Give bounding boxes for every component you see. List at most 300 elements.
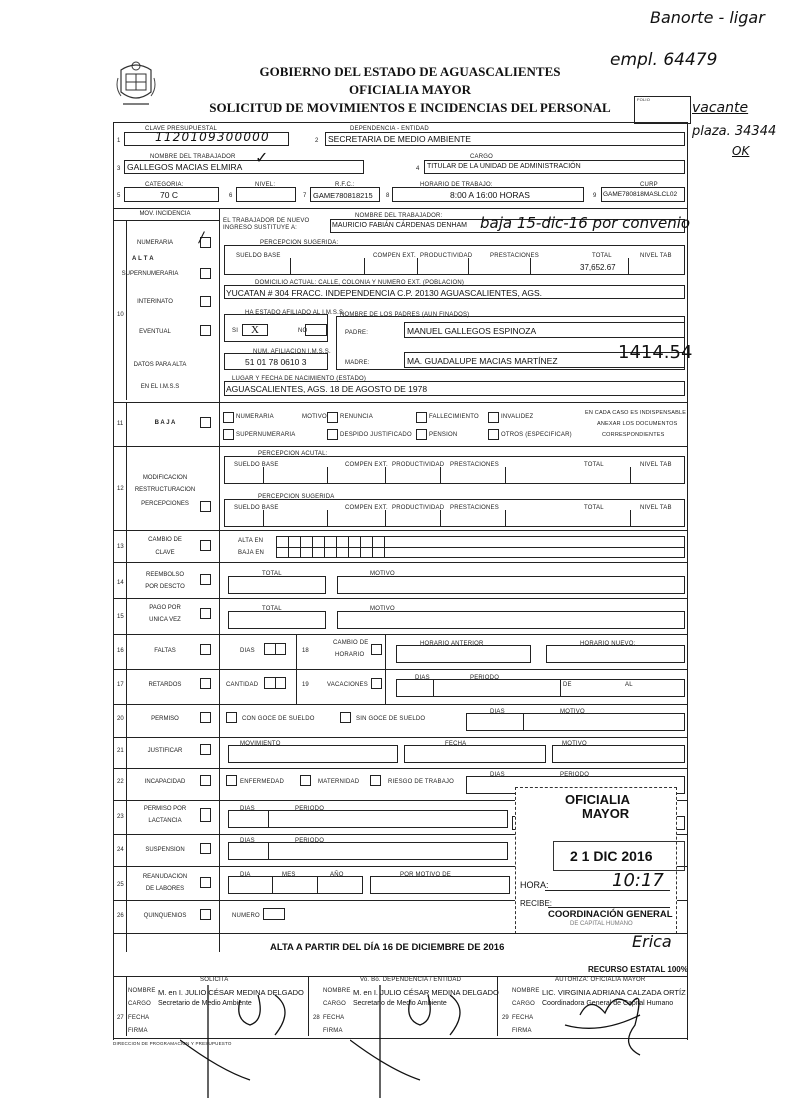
dia-label: DIA xyxy=(240,872,251,878)
stamp-hora-label: HORA: xyxy=(520,880,549,890)
domicilio-label: DOMICILIO ACTUAL: CALLE, COLONIA Y NUMERO EXT. (POBLACION) xyxy=(255,280,465,286)
divider xyxy=(630,467,631,484)
divider xyxy=(290,258,291,275)
divider xyxy=(523,713,524,731)
divider xyxy=(113,220,220,221)
divider xyxy=(113,933,688,934)
percepcion-sugerida-label: PERCEPCION SUGERIDA xyxy=(258,494,335,500)
autoriza-header: AUTORIZA: OFICIALIA MAYOR xyxy=(555,977,646,983)
divider xyxy=(113,634,688,635)
nombre-label: NOMBRE xyxy=(128,988,156,994)
baja-numeraria-label: NUMERARIA xyxy=(236,414,274,420)
alta-en-label: ALTA EN xyxy=(238,538,264,544)
supernumeraria-label: SUPERNUMERARIA xyxy=(121,271,179,277)
lactancia-label: PERMISO POR xyxy=(143,806,187,812)
baja-checkbox[interactable] xyxy=(200,417,211,428)
divider xyxy=(268,810,269,828)
nivel-tab-label: NIVEL TAB xyxy=(640,253,672,259)
divider xyxy=(113,737,688,738)
cargo-value: TITULAR DE LA UNIDAD DE ADMINISTRACIÓN xyxy=(427,163,581,170)
no-checkbox[interactable] xyxy=(305,324,327,336)
sustituye-name-label: NOMBRE DEL TRABAJADOR: xyxy=(355,213,443,219)
cantidad-label: CANTIDAD xyxy=(226,682,259,688)
nombre-label: NOMBRE xyxy=(323,988,351,994)
divider xyxy=(268,842,269,860)
periodo-label: PERIODO xyxy=(560,772,590,778)
cambio-clave-checkbox[interactable] xyxy=(200,540,211,551)
row-number: 16 xyxy=(117,648,124,654)
vacaciones-checkbox[interactable] xyxy=(371,678,382,689)
reanudacion-checkbox[interactable] xyxy=(200,877,211,888)
divider xyxy=(263,510,264,527)
afiliacion-value: 51 01 78 0610 3 xyxy=(245,357,307,367)
row-number: 20 xyxy=(117,716,124,722)
horario-value: 8:00 A 16:00 HORAS xyxy=(450,190,530,200)
lactancia-checkbox[interactable] xyxy=(200,808,211,822)
row-number: 26 xyxy=(117,913,124,919)
quinquenios-checkbox[interactable] xyxy=(200,909,211,920)
baja-motivo-label: MOTIVO xyxy=(302,414,327,420)
total-label: TOTAL xyxy=(262,606,282,612)
otros-checkbox[interactable] xyxy=(488,429,499,440)
periodo-label: PERIODO xyxy=(295,806,325,812)
check-mark-icon: / xyxy=(199,230,204,246)
modificacion-checkbox[interactable] xyxy=(200,501,211,512)
firma-label: FIRMA xyxy=(512,1028,532,1034)
maternidad-label: MATERNIDAD xyxy=(318,779,360,785)
domicilio-value: YUCATAN # 304 FRACC. INDEPENDENCIA C.P. 20130 AGUASCALIENTES, AGS. xyxy=(226,288,543,298)
nivel-field[interactable] xyxy=(236,187,296,202)
divider xyxy=(560,679,561,697)
total-label: TOTAL xyxy=(584,462,604,468)
incapacidad-label: INCAPACIDAD xyxy=(144,779,186,785)
cargo-label: CARGO xyxy=(470,154,494,160)
si-label: SI xyxy=(232,328,239,334)
retardos-cantidad-field[interactable] xyxy=(264,677,286,689)
curp-label: CURP xyxy=(640,182,658,188)
clave-value: 1120109300000 xyxy=(155,130,270,144)
divider xyxy=(113,530,688,531)
baja-note: ANEXAR LOS DOCUMENTOS xyxy=(597,421,678,427)
supernumeraria-checkbox[interactable] xyxy=(200,268,211,279)
total-value: 37,652.67 xyxy=(580,263,616,272)
baja-numeraria-checkbox[interactable] xyxy=(223,412,234,423)
row-number: 19 xyxy=(302,682,309,688)
baja-supernumeraria-label: SUPERNUMERARIA xyxy=(236,432,296,438)
dias-label: DIAS xyxy=(240,838,255,844)
compen-label: COMPEN EXT. xyxy=(345,462,388,468)
baja-note: EN CADA CASO ES INDISPENSABLE xyxy=(585,410,687,416)
eventual-checkbox[interactable] xyxy=(200,325,211,336)
baja-label: B A J A xyxy=(154,420,176,426)
quinquenios-numero-field[interactable] xyxy=(263,908,285,920)
interinato-checkbox[interactable] xyxy=(200,296,211,307)
vobo-cargo: Secretario de Medio Ambiente xyxy=(353,1000,447,1007)
clave-label: CLAVE PRESUPUESTAL xyxy=(145,126,218,132)
baja-en-label: BAJA EN xyxy=(238,550,265,556)
dependencia-value: SECRETARIA DE MEDIO AMBIENTE xyxy=(328,134,471,144)
row-number: 5 xyxy=(117,193,121,199)
productividad-label: PRODUCTIVIDAD xyxy=(392,462,445,468)
fecha-label: FECHA xyxy=(128,1015,150,1021)
stamp-date: 2 1 DIC 2016 xyxy=(570,848,653,864)
divider xyxy=(317,876,318,894)
clave-digit-grid[interactable] xyxy=(276,536,396,558)
eventual-label: EVENTUAL xyxy=(139,329,171,335)
percepcion-sugerida-table-2[interactable] xyxy=(224,499,685,527)
percepciones-label: PERCEPCIONES xyxy=(141,501,189,507)
handwritten-baja-note: baja 15-dic-16 por convenio xyxy=(480,214,691,232)
divider xyxy=(548,907,670,908)
row-number: 29 xyxy=(502,1015,509,1021)
cargo-label: CARGO xyxy=(512,1001,536,1007)
reembolso-checkbox[interactable] xyxy=(200,574,211,585)
horario-nuevo-label: HORARIO NUEVO: xyxy=(580,641,636,647)
divider xyxy=(468,258,469,275)
row-number: 27 xyxy=(117,1015,124,1021)
productividad-label: PRODUCTIVIDAD xyxy=(392,505,445,511)
check-mark-icon: ✓ xyxy=(255,148,269,167)
cambio-horario-checkbox[interactable] xyxy=(371,644,382,655)
divider xyxy=(113,402,688,403)
divider xyxy=(364,258,365,275)
handwritten-note-banorte: Banorte - ligar xyxy=(650,8,765,27)
modificacion-label: MODIFICACION xyxy=(142,475,188,481)
nombre-label: NOMBRE DEL TRABAJADOR xyxy=(150,154,236,160)
renuncia-label: RENUNCIA xyxy=(340,414,373,420)
sustituye-value: MAURICIO FABIÁN CÁRDENAS DENHAM xyxy=(332,222,467,229)
vacaciones-label: VACACIONES xyxy=(327,682,368,688)
categoria-value: 70 C xyxy=(160,190,178,200)
fecha-label: FECHA xyxy=(512,1015,534,1021)
permiso-label: PERMISO xyxy=(151,716,179,722)
horario-anterior-field[interactable] xyxy=(396,645,531,663)
number-column-divider xyxy=(126,402,127,952)
divider xyxy=(272,876,273,894)
autoriza-nombre: LIC. VIRGINIA ADRIANA CALZADA ORTÍZ xyxy=(542,988,686,997)
maternidad-checkbox[interactable] xyxy=(300,775,311,786)
enfermedad-checkbox[interactable] xyxy=(226,775,237,786)
nivel-tab-label: NIVEL TAB xyxy=(640,462,672,468)
faltas-label: FALTAS xyxy=(154,648,176,654)
mes-label: MES xyxy=(282,872,296,878)
handwritten-employee-number: empl. 64479 xyxy=(610,50,718,70)
enfermedad-label: ENFERMEDAD xyxy=(240,779,285,785)
row-number: 11 xyxy=(117,421,124,427)
fallecimiento-label: FALLECIMIENTO xyxy=(429,414,479,420)
sueldo-base-label: SUELDO BASE xyxy=(234,462,279,468)
row-number: 25 xyxy=(117,882,124,888)
afiliado-label: HA ESTADO AFILIADO AL I.M.S.S. xyxy=(245,310,346,316)
divider xyxy=(327,467,328,484)
de-label: DE xyxy=(563,682,572,688)
divider xyxy=(126,220,127,400)
row-number: 22 xyxy=(117,779,124,785)
row-number: 12 xyxy=(117,486,124,492)
padre-label: PADRE: xyxy=(345,330,369,336)
con-goce-checkbox[interactable] xyxy=(226,712,237,723)
row-number: 8 xyxy=(386,193,390,199)
madre-value: MA. GUADALUPE MACIAS MARTÍNEZ xyxy=(407,356,558,366)
government-title: GOBIERNO DEL ESTADO DE AGUASCALIENTES xyxy=(259,64,561,79)
divider xyxy=(497,976,498,1036)
row-number: 15 xyxy=(117,614,124,620)
cargo-label: CARGO xyxy=(323,1001,347,1007)
divider xyxy=(113,562,688,563)
handwritten-plaza: plaza. 34344 xyxy=(692,124,777,139)
no-label: NO xyxy=(298,328,308,334)
suspension-label: SUSPENSION xyxy=(145,847,185,853)
row-number: 7 xyxy=(303,193,307,199)
prestaciones-label: PRESTACIONES xyxy=(450,505,499,511)
justificar-checkbox[interactable] xyxy=(200,744,211,755)
otros-label: OTROS (ESPECIFICAR) xyxy=(501,432,572,438)
cambio-clave-label: CAMBIO DE xyxy=(148,537,182,543)
reembolso-label: REEMBOLSO xyxy=(145,572,184,578)
solicita-header: SOLICITA xyxy=(200,977,229,983)
datos-imss-label: EN EL I.M.S.S xyxy=(140,384,180,390)
handwritten-vacante: vacante xyxy=(692,100,749,116)
sueldo-base-label: SUELDO BASE xyxy=(236,253,281,259)
alta-label: A L T A xyxy=(132,256,154,262)
divider xyxy=(113,446,688,447)
total-label: TOTAL xyxy=(584,505,604,511)
lugar-label: LUGAR Y FECHA DE NACIMIENTO (ESTADO) xyxy=(232,376,367,382)
baja-note: CORRESPONDIENTES xyxy=(602,432,665,438)
pension-checkbox[interactable] xyxy=(416,429,427,440)
periodo-label: PERIODO xyxy=(295,838,325,844)
nivel-label: NIVEL: xyxy=(255,182,276,188)
sin-goce-checkbox[interactable] xyxy=(340,712,351,723)
numero-label: NUMERO xyxy=(232,913,260,919)
madre-label: MADRE: xyxy=(345,360,370,366)
divider xyxy=(505,467,506,484)
divider xyxy=(505,510,506,527)
prestaciones-label: PRESTACIONES xyxy=(490,253,539,259)
fecha-label: FECHA xyxy=(323,1015,345,1021)
divider xyxy=(263,467,264,484)
con-goce-label: CON GOCE DE SUELDO xyxy=(242,716,315,722)
divider xyxy=(113,598,688,599)
despido-label: DESPIDO JUSTIFICADO xyxy=(340,432,412,438)
fallecimiento-checkbox[interactable] xyxy=(416,412,427,423)
motivo-label: MOTIVO xyxy=(370,606,395,612)
productividad-label: PRODUCTIVIDAD xyxy=(420,253,473,259)
horario-anterior-label: HORARIO ANTERIOR xyxy=(420,641,484,647)
justificar-motivo-field[interactable] xyxy=(552,745,685,763)
cargo-label: CARGO xyxy=(128,1001,152,1007)
divider xyxy=(113,768,688,769)
pago-label-2: UNICA VEZ xyxy=(149,617,181,623)
permiso-checkbox[interactable] xyxy=(200,712,211,723)
frame-right xyxy=(687,122,688,1040)
signature-autoriza xyxy=(560,985,660,1065)
vobo-nombre: M. en I. JULIO CÉSAR MEDINA DELGADO xyxy=(353,988,499,997)
permiso-field[interactable] xyxy=(466,713,685,731)
folio-label: FOLIO xyxy=(637,97,651,102)
divider xyxy=(126,976,127,1036)
handwritten-erica: Erica xyxy=(632,932,672,951)
pago-checkbox[interactable] xyxy=(200,608,211,619)
interinato-label: INTERINATO xyxy=(137,299,173,305)
reembolso-total-field[interactable] xyxy=(228,576,326,594)
faltas-checkbox[interactable] xyxy=(200,644,211,655)
recurso-estatal: RECURSO ESTATAL 100% xyxy=(588,965,688,974)
movimiento-label: MOVIMIENTO xyxy=(240,741,281,747)
nombre-value: GALLEGOS MACIAS ELMIRA xyxy=(127,162,243,172)
reanudacion-label-2: DE LABORES xyxy=(145,886,185,892)
signature-solicita xyxy=(180,980,310,1100)
row-number: 9 xyxy=(593,193,597,199)
por-motivo-label: POR MOTIVO DE xyxy=(400,872,451,878)
form-title: SOLICITUD DE MOVIMIENTOS E INCIDENCIAS DEL PERSONAL xyxy=(209,100,611,115)
anio-label: AÑO xyxy=(330,872,344,878)
renuncia-checkbox[interactable] xyxy=(327,412,338,423)
nombre-label: NOMBRE xyxy=(512,988,540,994)
dependencia-label: DEPENDENCIA - ENTIDAD xyxy=(350,126,429,132)
justificar-fecha-field[interactable] xyxy=(404,745,546,763)
categoria-label: CATEGORIA: xyxy=(145,182,184,188)
total-label: TOTAL xyxy=(592,253,612,259)
row-number: 14 xyxy=(117,580,124,586)
baja-supernumeraria-checkbox[interactable] xyxy=(223,429,234,440)
row-number: 1 xyxy=(117,138,121,144)
numeraria-label: NUMERARIA xyxy=(136,240,173,246)
pago-label: PAGO POR xyxy=(149,605,181,611)
riesgo-label: RIESGO DE TRABAJO xyxy=(388,779,454,785)
invalidez-label: INVALIDEZ xyxy=(501,414,534,420)
sueldo-base-label: SUELDO BASE xyxy=(234,505,279,511)
percepcion-actual-label: PERCEPCION ACUTAL: xyxy=(258,451,328,457)
periodo-label: PERIODO xyxy=(470,675,500,681)
compen-label: COMPEN EXT. xyxy=(373,253,416,259)
frame-top xyxy=(113,122,688,123)
quinquenios-label: QUINQUENIOS xyxy=(143,913,187,919)
divider xyxy=(628,258,629,275)
percepcion-actual-table[interactable] xyxy=(224,456,685,484)
fecha-label: FECHA xyxy=(445,741,467,747)
mov-header: MOV. INCIDENCIA xyxy=(139,211,191,217)
motivo-label: MOTIVO xyxy=(370,571,395,577)
firma-label: FIRMA xyxy=(128,1028,148,1034)
stamp-hora-value: 10:17 xyxy=(612,870,664,891)
cambio-horario-label: CAMBIO DE xyxy=(333,640,369,646)
suspension-field[interactable] xyxy=(228,842,508,860)
vobo-header: Vo. Bo. DEPENDENCIA / ENTIDAD xyxy=(360,977,462,983)
invalidez-checkbox[interactable] xyxy=(488,412,499,423)
rfc-value: GAME780818215 xyxy=(313,191,373,200)
lactancia-field[interactable] xyxy=(228,810,508,828)
despido-checkbox[interactable] xyxy=(327,429,338,440)
padres-label: NOMBRE DE LOS PADRES (AUN FINADOS) xyxy=(340,312,470,318)
alta-fecha: ALTA A PARTIR DEL DÍA 16 DE DICIEMBRE DE 2016 xyxy=(270,942,505,953)
pago-motivo-field[interactable] xyxy=(337,611,685,629)
padre-value: MANUEL GALLEGOS ESPINOZA xyxy=(407,326,537,336)
nivel-tab-label: NIVEL TAB xyxy=(640,505,672,511)
row-number: 17 xyxy=(117,682,124,688)
prestaciones-label: PRESTACIONES xyxy=(450,462,499,468)
incapacidad-checkbox[interactable] xyxy=(200,775,211,786)
handwritten-ok: OK xyxy=(732,144,750,158)
horario-nuevo-field[interactable] xyxy=(546,645,685,663)
divider xyxy=(440,467,441,484)
autoriza-cargo: Coordinadora General de Capital Humano xyxy=(542,1000,674,1007)
column-divider xyxy=(219,208,220,952)
rfc-label: R.F.C.: xyxy=(335,182,355,188)
divider xyxy=(417,258,418,275)
dias-label: DIAS xyxy=(415,675,430,681)
frame-left xyxy=(113,122,114,1040)
riesgo-checkbox[interactable] xyxy=(370,775,381,786)
lactancia-label-2: LACTANCIA xyxy=(148,818,182,824)
row-number: 4 xyxy=(416,166,420,172)
reanudacion-label: REANUDACION xyxy=(142,874,188,880)
divider xyxy=(440,510,441,527)
stamp-coord2: DE CAPITAL HUMANO xyxy=(570,921,633,927)
row-number: 23 xyxy=(117,814,124,820)
retardos-label: RETARDOS xyxy=(148,682,182,688)
reembolso-label-2: POR DESCTO xyxy=(145,584,185,590)
divider xyxy=(327,510,328,527)
suspension-checkbox[interactable] xyxy=(200,843,211,854)
reanudacion-fecha-field[interactable] xyxy=(228,876,363,894)
signature-vobo xyxy=(350,980,480,1100)
divider xyxy=(113,208,688,209)
curp-value: GAME780818MASLCL02 xyxy=(603,191,678,198)
row-number: 6 xyxy=(229,193,233,199)
divider xyxy=(385,467,386,484)
reanudacion-motivo-field[interactable] xyxy=(370,876,510,894)
dias-label: DIAS xyxy=(240,806,255,812)
faltas-dias-field[interactable] xyxy=(264,643,286,655)
sustituye-label: EL TRABAJADOR DE NUEVO INGRESO SUSTITUYE A: xyxy=(223,218,310,231)
divider xyxy=(113,669,688,670)
row-number: 21 xyxy=(117,748,124,754)
restructuracion-label: RESTRUCTURACION xyxy=(134,487,196,493)
dias-label: DIAS xyxy=(490,709,505,715)
row-number: 10 xyxy=(117,312,124,318)
row-number: 28 xyxy=(313,1015,320,1021)
compen-label: COMPEN EXT. xyxy=(345,505,388,511)
justificar-label: JUSTIFICAR xyxy=(147,748,183,754)
afiliacion-label: NUM. AFILIACION I.M.S.S. xyxy=(253,349,331,355)
row-number: 24 xyxy=(117,847,124,853)
divider xyxy=(385,510,386,527)
cambio-clave-label-2: CLAVE xyxy=(155,550,175,556)
office-title: OFICIALIA MAYOR xyxy=(349,82,471,97)
stamp-line2: MAYOR xyxy=(582,806,630,821)
sin-goce-label: SIN GOCE DE SUELDO xyxy=(356,716,426,722)
divider xyxy=(433,679,434,697)
retardos-checkbox[interactable] xyxy=(200,678,211,689)
stamp-line1: OFICIALIA xyxy=(565,792,630,807)
al-label: AL xyxy=(625,682,633,688)
divider xyxy=(630,510,631,527)
stamp-coord: COORDINACIÓN GENERAL xyxy=(548,909,673,920)
row-number: 3 xyxy=(117,166,121,172)
divider xyxy=(530,258,531,275)
pension-label: PENSION xyxy=(429,432,458,438)
justificar-movimiento-field[interactable] xyxy=(228,745,398,763)
pago-total-field[interactable] xyxy=(228,611,326,629)
vacaciones-field[interactable] xyxy=(396,679,685,697)
stamp-recibe-label: RECIBE: xyxy=(520,899,553,908)
solicita-nombre: M. en I. JULIO CÉSAR MEDINA DELGADO xyxy=(158,988,304,997)
row-number: 13 xyxy=(117,544,124,550)
handwritten-amount: 1414.54 xyxy=(618,342,693,363)
motivo-label: MOTIVO xyxy=(562,741,587,747)
reembolso-motivo-field[interactable] xyxy=(337,576,685,594)
